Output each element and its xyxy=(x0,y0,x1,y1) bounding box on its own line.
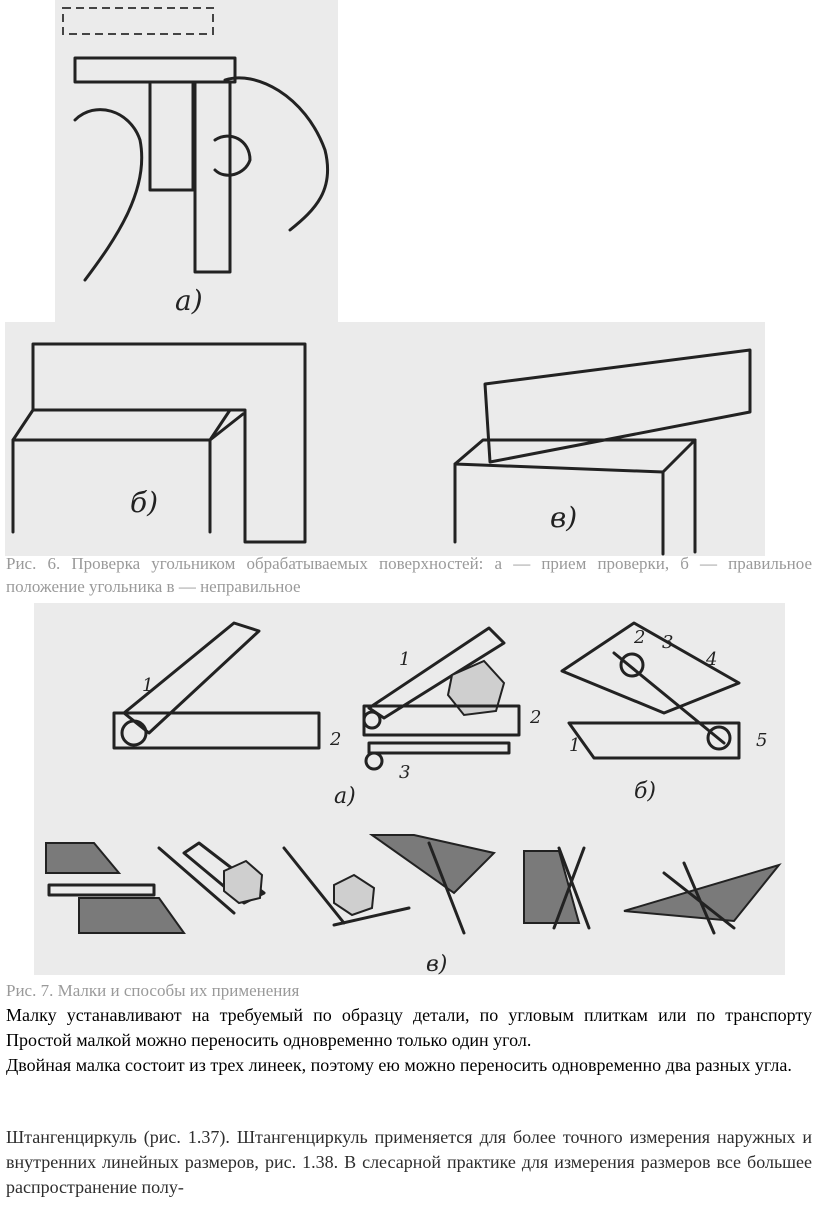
fig7-callout-2b: 2 xyxy=(530,707,542,728)
figure-6-caption: Рис. 6. Проверка угольником обрабатываемых поверхностей: а — прием проверки, б — правильное положение угольника в — неправильное xyxy=(6,554,812,596)
fig7-callout-1c: 1 xyxy=(569,735,581,756)
figure-6a-label: а) xyxy=(175,284,203,317)
fig7-callout-3a: 3 xyxy=(399,762,411,783)
figure-7b-label: б) xyxy=(634,779,657,804)
figure-7v-label: в) xyxy=(426,952,448,975)
paragraph-bevel-setup: Малку устанавливают на требуемый по образцу детали, по угловым плиткам или по транспорту Простой малкой можно переносить одновременно только один угол. xyxy=(6,1005,812,1050)
fig7-callout-5: 5 xyxy=(756,730,768,751)
figure-7-caption: Рис. 7. Малки и способы их применения xyxy=(6,981,300,1000)
fig7-callout-1a: 1 xyxy=(142,675,154,696)
figure-6b-label: б) xyxy=(130,486,159,519)
fig7-callout-2a: 2 xyxy=(330,729,342,750)
figure-6a-image xyxy=(55,0,338,322)
figure-6bv-image xyxy=(5,322,765,556)
paragraph-double-bevel: Двойная малка состоит из трех линеек, поэтому ею можно переносить одновременно два разных угла. xyxy=(6,1055,792,1075)
fig7-callout-2c: 2 xyxy=(634,627,646,648)
figure-7a-label: а) xyxy=(334,784,356,809)
fig7-callout-1b: 1 xyxy=(399,649,411,670)
fig7-callout-3b: 3 xyxy=(662,632,674,653)
figure-6v-label: в) xyxy=(550,501,578,534)
paragraph-caliper: Штангенциркуль (рис. 1.37). Штангенциркуль применяется для более точного измерения наружных и внутренних линейных размеров, рис. 1.38. В слесарной практике для измерения размеров все большее распространение полу- xyxy=(6,1127,812,1197)
fig7-callout-4: 4 xyxy=(706,649,718,670)
figure-7-image xyxy=(34,603,785,975)
